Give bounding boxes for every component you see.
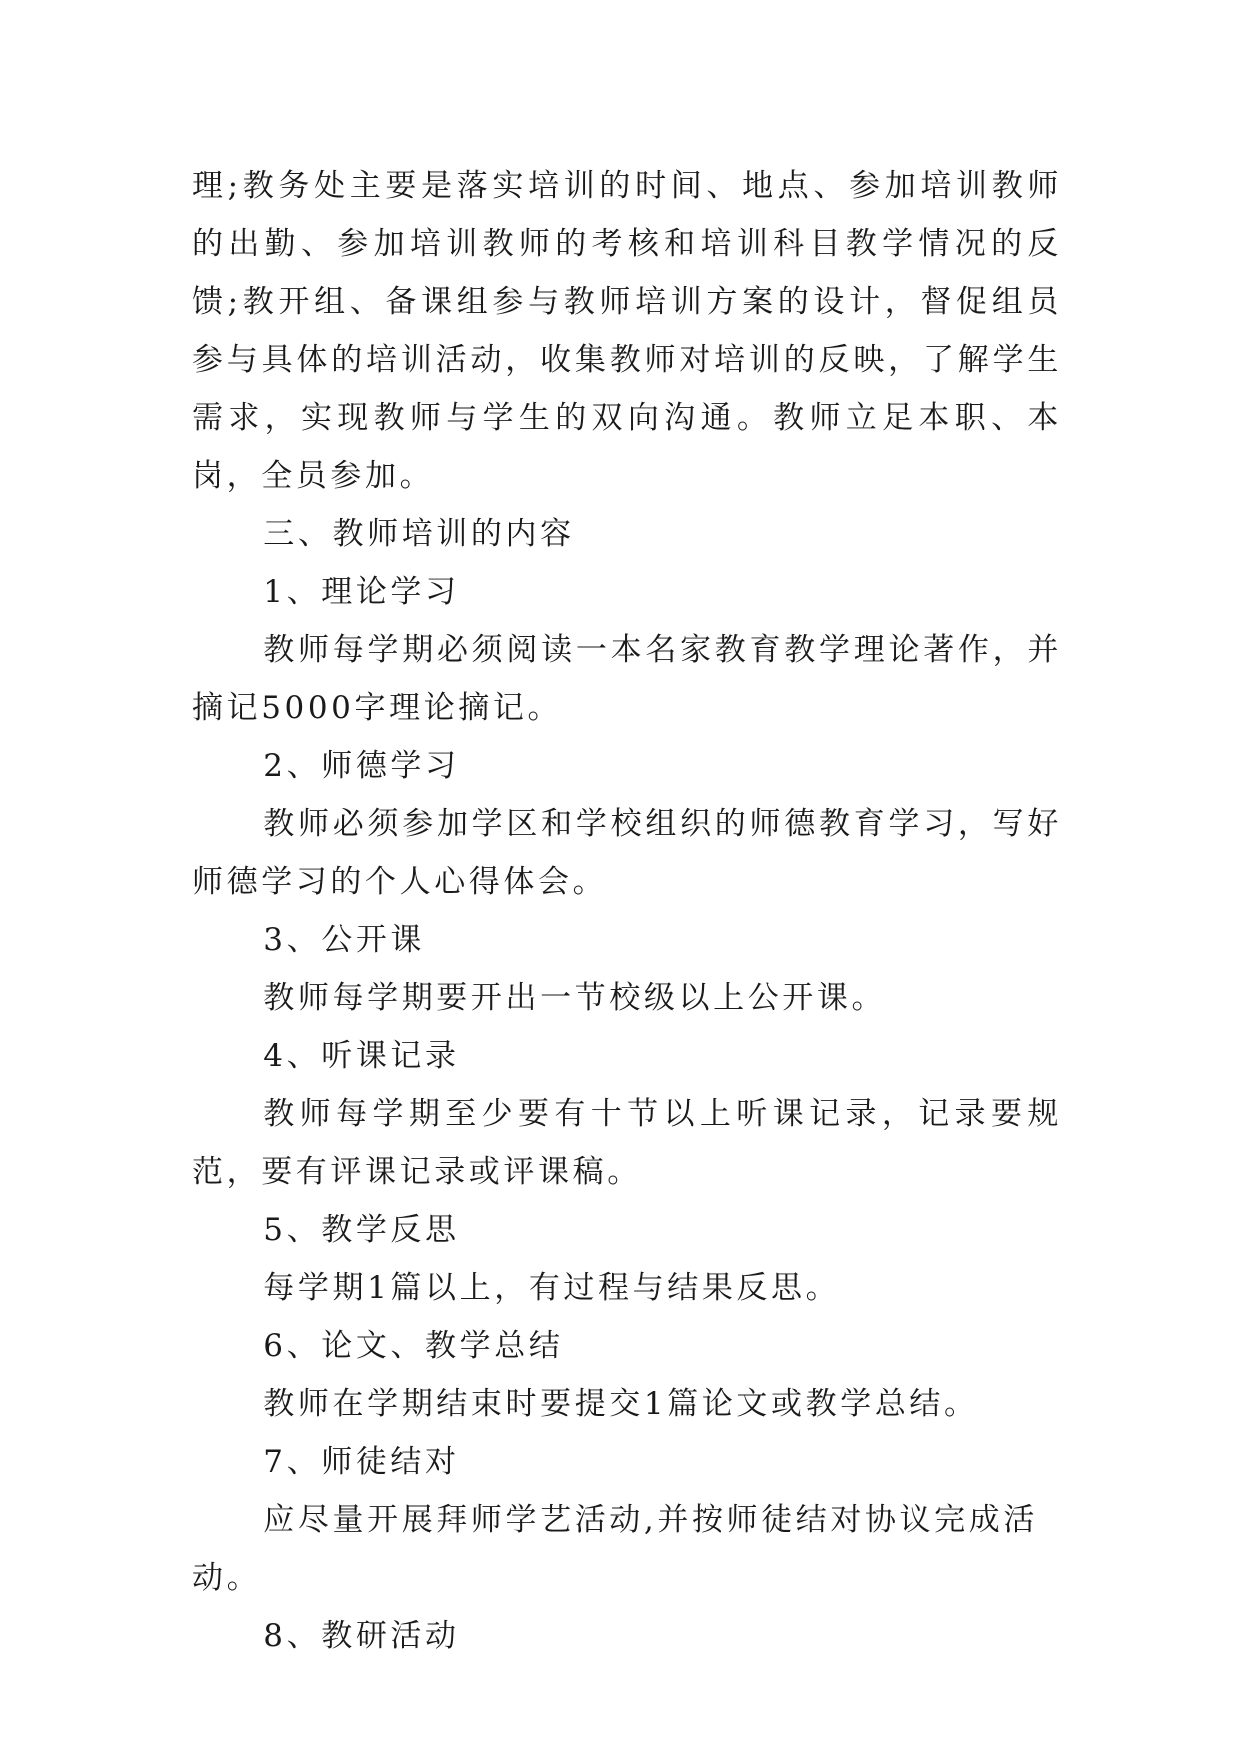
item-body-7: 应尽量开展拜师学艺活动,并按师徒结对协议完成活动。 [192,1502,1038,1596]
item-title-6: 6、论文、教学总结 [263,1328,564,1364]
item-title-5: 5、教学反思 [263,1212,460,1248]
item-body-2: 教师必须参加学区和学校组织的师德教育学习，写好师德学习的个人心得体会。 [192,806,1062,900]
document-body [192,157,1062,1665]
item-title-1: 1、理论学习 [263,574,460,610]
item-body-4: 教师每学期至少要有十节以上听课记录，记录要规范，要有评课记录或评课稿。 [192,1096,1062,1190]
item-body-3: 教师每学期要开出一节校级以上公开课。 [263,980,887,1016]
item-title-4: 4、听课记录 [263,1038,460,1074]
item-title-3: 3、公开课 [263,922,426,958]
item-title-7: 7、师徒结对 [263,1444,460,1480]
item-title-2: 2、师德学习 [263,748,460,784]
item-title-8: 8、教研活动 [263,1618,460,1654]
section-heading: 三、教师培训的内容 [263,516,575,552]
intro-paragraph: 理;教务处主要是落实培训的时间、地点、参加培训教师的出勤、参加培训教师的考核和培训科目教学情况的反馈;教开组、备课组参与教师培训方案的设计，督促组员参与具体的培训活动，收集教师对培训的反映，了解学生需求，实现教师与学生的双向沟通。教师立足本职、本岗，全员参加。 [192,168,1062,494]
item-body-1: 教师每学期必须阅读一本名家教育教学理论著作，并摘记5000字理论摘记。 [192,632,1062,726]
item-body-5: 每学期1篇以上，有过程与结果反思。 [263,1270,841,1306]
item-body-6: 教师在学期结束时要提交1篇论文或教学总结。 [263,1386,979,1422]
